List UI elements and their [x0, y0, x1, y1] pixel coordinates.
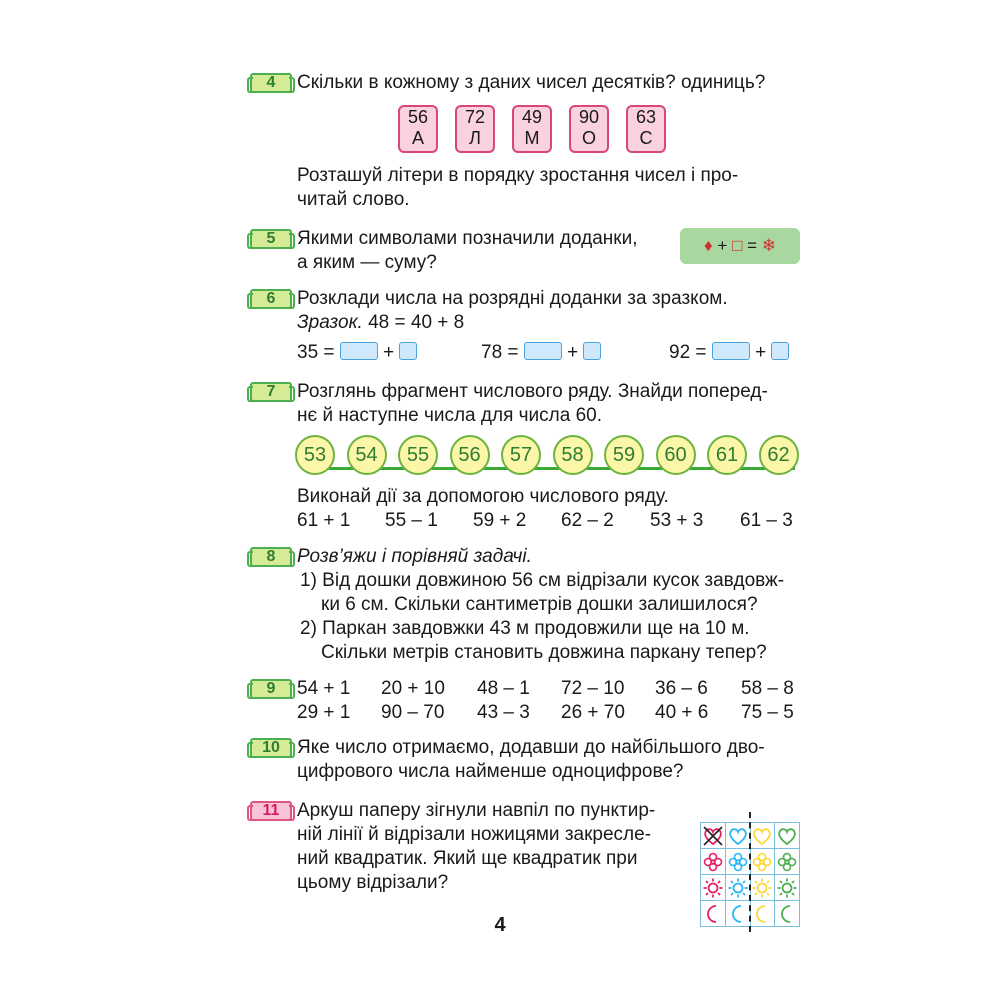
operation: 61 + 1 — [297, 510, 351, 531]
exercise-title: Розв’яжи і порівняй задачі. — [297, 546, 532, 567]
exercise-number-badge: 11 — [250, 801, 292, 821]
problem-text: 1) Від дошки довжиною 56 см відрізали кусок завдовж- — [300, 570, 785, 591]
exercise-text: а яким — суму? — [297, 252, 437, 273]
expression: 43 – 3 — [477, 702, 530, 723]
flower-icon — [776, 851, 798, 873]
grid-cell — [750, 875, 775, 901]
number-card: 49 М — [512, 105, 552, 153]
sun-icon — [702, 877, 724, 899]
grid-cell — [725, 875, 750, 901]
exercise-text: Якими символами позначили доданки, — [297, 228, 638, 249]
exercise-text: цифрового числа найменше одноцифрове? — [297, 761, 684, 782]
number-card: 90 О — [569, 105, 609, 153]
exercise-text: Розташуй літери в порядку зростання чисел і про- — [297, 165, 739, 186]
grid-cell — [701, 901, 726, 927]
sun-icon — [727, 877, 749, 899]
expression: 29 + 1 — [297, 702, 351, 723]
exercise-text: нє й наступне числа для числа 60. — [297, 405, 603, 426]
exercise-text: ній лінії й відрізали ножицями закресле- — [297, 824, 652, 845]
sample-label: Зразок. — [297, 312, 363, 333]
exercise-text: Яке число отримаємо, додавши до найбільшого дво- — [297, 737, 765, 758]
sun-icon — [751, 877, 773, 899]
exercise-number-badge: 6 — [250, 289, 292, 309]
exercise-text: читай слово. — [297, 189, 410, 210]
problem-text: Скільки метрів становить довжина паркану тепер? — [321, 642, 767, 663]
grid-cell — [775, 901, 800, 927]
exercise-question: Скільки в кожному з даних чисел десятків? одиниць? — [297, 72, 766, 93]
sample-equation: 48 = 40 + 8 — [368, 312, 465, 333]
expression: 58 – 8 — [741, 678, 794, 699]
expression: 90 – 70 — [381, 702, 445, 723]
grid-cell — [750, 823, 775, 849]
exercise-text: Розклади числа на розрядні доданки за зразком. — [297, 288, 728, 309]
answer-box-ones[interactable] — [399, 342, 417, 360]
operation: 59 + 2 — [473, 510, 527, 531]
expression: 72 – 10 — [561, 678, 625, 699]
problem-text: ки 6 см. Скільки сантиметрів дошки залишилося? — [321, 594, 758, 615]
series-number-circle: 62 — [759, 435, 799, 475]
plus-sign: + — [717, 236, 728, 255]
exercise-number-badge: 7 — [250, 382, 292, 402]
problem-text: 2) Паркан завдовжки 43 м продовжили ще на 10 м. — [300, 618, 750, 639]
exercise-text: Розглянь фрагмент числового ряду. Знайди поперед- — [297, 381, 768, 402]
heart-icon — [751, 825, 773, 847]
heart-icon — [702, 825, 724, 847]
grid-cell — [701, 875, 726, 901]
series-number-circle: 60 — [656, 435, 696, 475]
operation: 62 – 2 — [561, 510, 614, 531]
grid-cell — [701, 823, 726, 849]
symbol-equation-box — [680, 228, 800, 264]
equals-sign: = — [747, 236, 758, 255]
grid-cell — [775, 849, 800, 875]
fold-line — [749, 812, 751, 932]
grid-cell — [701, 849, 726, 875]
flower-icon — [702, 851, 724, 873]
exercise-text: цьому відрізали? — [297, 872, 449, 893]
answer-box-ones[interactable] — [771, 342, 789, 360]
heart-icon — [727, 825, 749, 847]
grid-cell — [750, 849, 775, 875]
decomposition-item: 35 = + — [297, 341, 417, 365]
series-number-circle: 59 — [604, 435, 644, 475]
number-card: 72 Л — [455, 105, 495, 153]
answer-box-tens[interactable] — [712, 342, 750, 360]
moon-icon — [702, 903, 724, 925]
exercise-number-badge: 5 — [250, 229, 292, 249]
snowflake-icon: ❄ — [761, 236, 777, 255]
series-number-circle: 53 — [295, 435, 335, 475]
grid-cell — [725, 901, 750, 927]
operation: 55 – 1 — [385, 510, 438, 531]
expression: 40 + 6 — [655, 702, 709, 723]
grid-cell — [775, 875, 800, 901]
series-number-circle: 58 — [553, 435, 593, 475]
moon-icon — [751, 903, 773, 925]
expression: 48 – 1 — [477, 678, 530, 699]
expression: 54 + 1 — [297, 678, 351, 699]
expression: 75 – 5 — [741, 702, 794, 723]
series-number-circle: 56 — [450, 435, 490, 475]
moon-icon — [727, 903, 749, 925]
answer-box-tens[interactable] — [524, 342, 562, 360]
expression: 20 + 10 — [381, 678, 445, 699]
expression: 36 – 6 — [655, 678, 708, 699]
page-number: 4 — [494, 914, 506, 936]
operation: 61 – 3 — [740, 510, 793, 531]
series-number-circle: 54 — [347, 435, 387, 475]
diamond-icon: ♦ — [703, 236, 713, 255]
grid-cell — [750, 901, 775, 927]
series-number-circle: 57 — [501, 435, 541, 475]
answer-box-ones[interactable] — [583, 342, 601, 360]
operation: 53 + 3 — [650, 510, 704, 531]
exercise-text: ний квадратик. Який ще квадратик при — [297, 848, 638, 869]
number-card: 56 А — [398, 105, 438, 153]
exercise-text: Виконай дії за допомогою числового ряду. — [297, 486, 669, 507]
square-icon: □ — [732, 236, 743, 255]
heart-icon — [776, 825, 798, 847]
number-card: 63 С — [626, 105, 666, 153]
expression: 26 + 70 — [561, 702, 625, 723]
grid-cell — [725, 823, 750, 849]
exercise-number-badge: 10 — [250, 738, 292, 758]
flower-icon — [727, 851, 749, 873]
answer-box-tens[interactable] — [340, 342, 378, 360]
grid-cell — [725, 849, 750, 875]
moon-icon — [776, 903, 798, 925]
sun-icon — [776, 877, 798, 899]
grid-cell — [775, 823, 800, 849]
decomposition-item: 92 = + — [669, 341, 789, 365]
series-number-circle: 61 — [707, 435, 747, 475]
decomposition-item: 78 = + — [481, 341, 601, 365]
sample-line — [297, 311, 464, 335]
flower-icon — [751, 851, 773, 873]
exercise-text: Аркуш паперу зігнули навпіл по пунктир- — [297, 800, 656, 821]
series-number-circle: 55 — [398, 435, 438, 475]
exercise-number-badge: 4 — [250, 73, 292, 93]
exercise-number-badge: 8 — [250, 547, 292, 567]
exercise-number-badge: 9 — [250, 679, 292, 699]
